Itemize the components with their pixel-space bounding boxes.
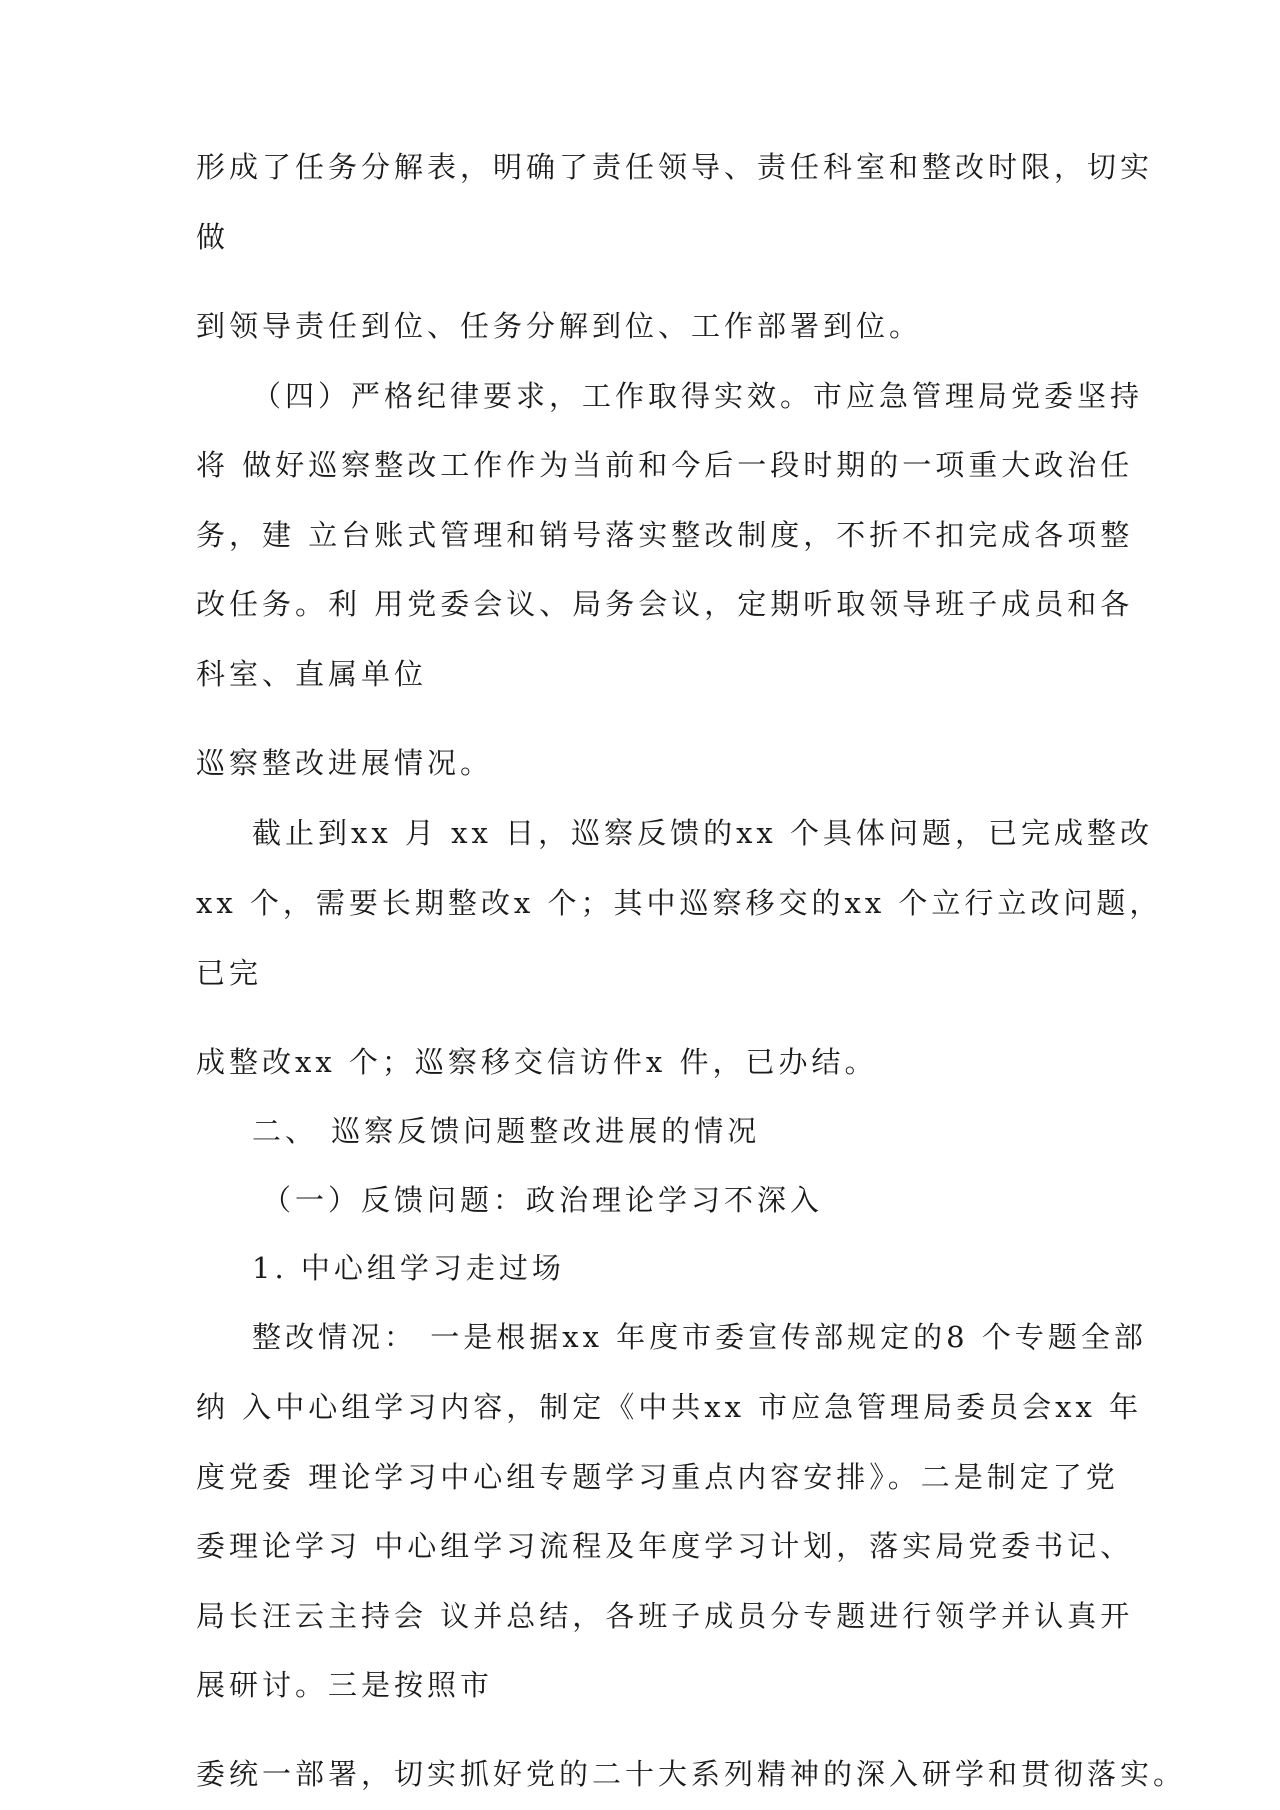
- text-line: 成整改xx 个；巡察移交信访件x 件，已办结。: [196, 1045, 878, 1079]
- text-line: 巡察整改进展情况。: [196, 746, 494, 780]
- text-line: 截止到xx 月 xx 日，巡察反馈的xx 个具体问题，已完成整改: [252, 816, 1154, 850]
- text-line: 已完: [196, 956, 263, 990]
- text-line: 委理论学习 中心组学习流程及年度学习计划，落实局党委书记、: [196, 1529, 1134, 1563]
- text-line: 整改情况： 一是根据xx 年度市委宣传部规定的8 个专题全部: [252, 1320, 1147, 1354]
- text-line: 做: [196, 220, 230, 254]
- text-line: 度党委 理论学习中心组专题学习重点内容安排》。二是制定了党: [196, 1460, 1119, 1494]
- text-line: 将 做好巡察整改工作作为当前和今后一段时期的一项重大政治任: [196, 448, 1134, 482]
- text-line: 改任务。利 用党委会议、局务会议，定期听取领导班子成员和各: [196, 587, 1134, 621]
- text-line: 委统一部署，切实抓好党的二十大系列精神的深入研学和贯彻落实。: [196, 1757, 1187, 1791]
- text-line: （四）严格纪律要求，工作取得实效。市应急管理局党委坚持: [252, 379, 1144, 413]
- text-line: 科室、直属单位: [196, 657, 428, 691]
- subsection-heading: （一）反馈问题：政治理论学习不深入: [262, 1183, 824, 1217]
- text-line: 展研讨。三是按照市: [196, 1668, 494, 1702]
- text-line: 纳 入中心组学习内容，制定《中共xx 市应急管理局委员会xx 年: [196, 1390, 1143, 1424]
- text-line: 局长汪云主持会 议并总结，各班子成员分专题进行领学并认真开: [196, 1599, 1134, 1633]
- text-line: 务，建 立台账式管理和销号落实整改制度，不折不扣完成各项整: [196, 518, 1134, 552]
- item-heading: 1. 中心组学习走过场: [252, 1251, 565, 1285]
- text-line: xx 个，需要长期整改x 个；其中巡察移交的xx 个立行立改问题，: [196, 886, 1163, 920]
- text-line: 形成了任务分解表，明确了责任领导、责任科室和整改时限，切实: [196, 150, 1154, 184]
- text-line: 到领导责任到位、任务分解到位、工作部署到位。: [196, 309, 923, 343]
- section-heading: 二、 巡察反馈问题整改进展的情况: [252, 1114, 761, 1148]
